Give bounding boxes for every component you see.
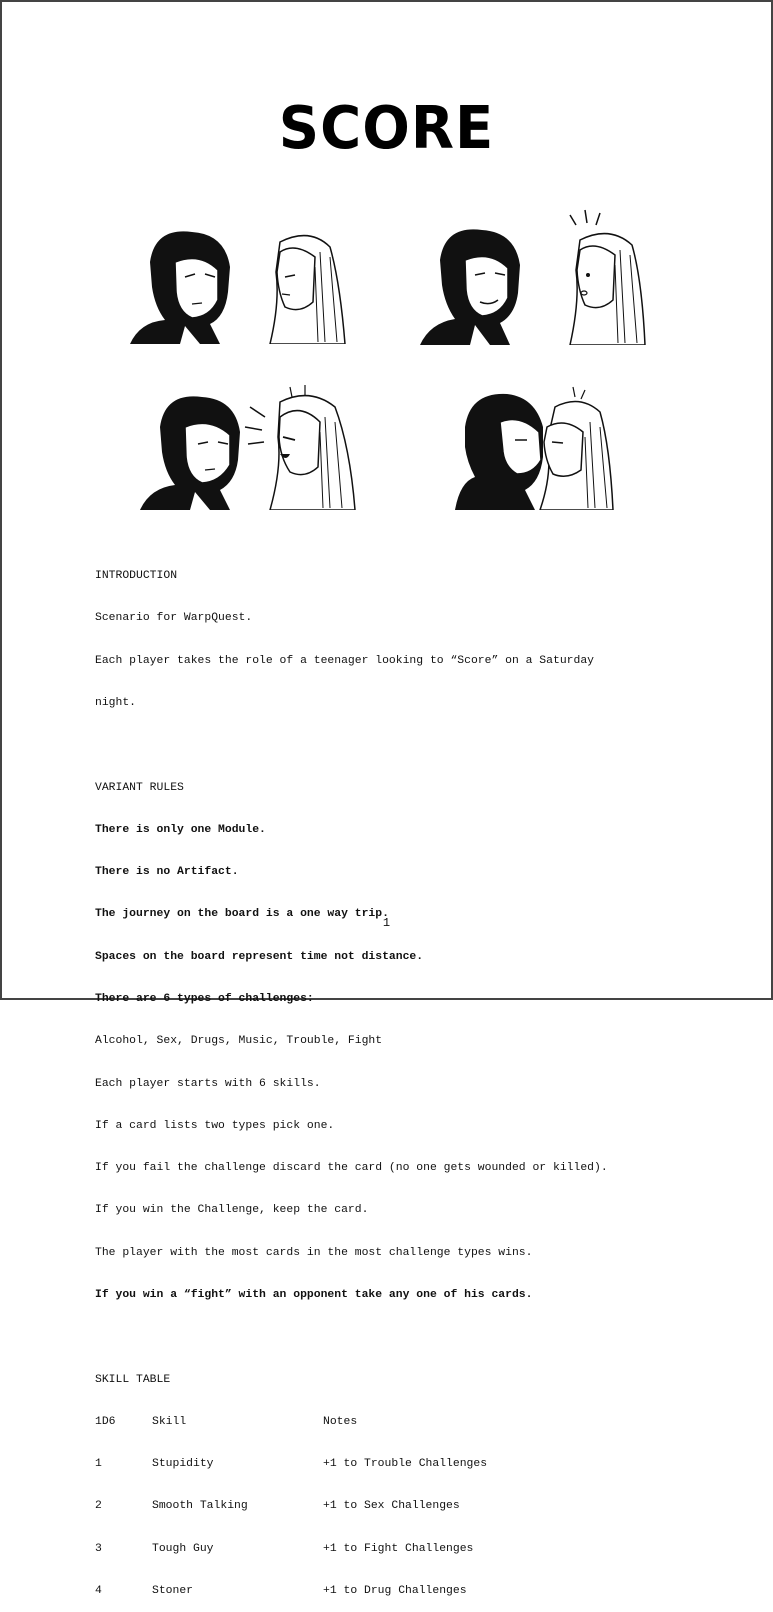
rule-line: If you win a “fight” with an opponent take any one of his cards.	[95, 1288, 533, 1301]
introduction-line: Scenario for WarpQuest.	[95, 612, 253, 625]
introduction-line: night.	[95, 697, 137, 710]
table-cell: Stupidity	[152, 1458, 214, 1471]
document-body	[95, 541, 735, 1612]
introduction-heading: INTRODUCTION	[95, 570, 178, 583]
rule-line: If you fail the challenge discard the card (no one gets wounded or killed).	[95, 1162, 608, 1175]
rule-line: The player with the most cards in the most challenge types wins.	[95, 1246, 533, 1259]
rule-line: Alcohol, Sex, Drugs, Music, Trouble, Fight	[95, 1035, 383, 1048]
rule-line: There are 6 types of challenges:	[95, 993, 314, 1005]
rule-line: If you win the Challenge, keep the card.	[95, 1204, 369, 1217]
table-cell: 1	[95, 1458, 102, 1471]
table-cell: 3	[95, 1542, 102, 1555]
variant-rules-heading: VARIANT RULES	[95, 781, 184, 794]
illustration-panel-1	[130, 222, 360, 344]
page-title: SCORE	[278, 94, 495, 163]
illustration-panel-4	[455, 382, 615, 510]
table-cell: Tough Guy	[152, 1542, 214, 1555]
column-header: Notes	[323, 1415, 358, 1428]
rule-line: Each player starts with 6 skills.	[95, 1077, 321, 1090]
rule-line: The journey on the board is a one way trip.	[95, 908, 389, 921]
table-cell: +1 to Sex Challenges	[323, 1500, 460, 1513]
column-header: Skill	[152, 1415, 187, 1428]
table-cell: Smooth Talking	[152, 1500, 248, 1513]
skill-table-header-row	[95, 1415, 735, 1429]
table-cell: +1 to Drug Challenges	[323, 1584, 467, 1597]
skill-table-row	[95, 1499, 735, 1513]
table-cell: 4	[95, 1584, 102, 1597]
table-cell: Stoner	[152, 1584, 194, 1597]
skill-table-row	[95, 1542, 735, 1556]
illustration-panel-3	[140, 382, 370, 510]
table-cell: +1 to Trouble Challenges	[323, 1458, 488, 1471]
skill-table-row	[95, 1584, 735, 1598]
illustration-panel-2	[420, 205, 660, 345]
rule-line: There is no Artifact.	[95, 866, 239, 879]
skill-table-row	[95, 1457, 735, 1471]
rule-line: There is only one Module.	[95, 823, 266, 836]
skill-table-heading: SKILL TABLE	[95, 1373, 171, 1386]
table-cell: +1 to Fight Challenges	[323, 1542, 474, 1555]
rule-line: Spaces on the board represent time not distance.	[95, 950, 424, 963]
column-header: 1D6	[95, 1415, 116, 1428]
introduction-line: Each player takes the role of a teenager looking to “Score” on a Saturday	[95, 654, 594, 667]
rule-line: If a card lists two types pick one.	[95, 1119, 335, 1132]
page-number: 1	[382, 916, 391, 930]
table-cell: 2	[95, 1500, 102, 1513]
